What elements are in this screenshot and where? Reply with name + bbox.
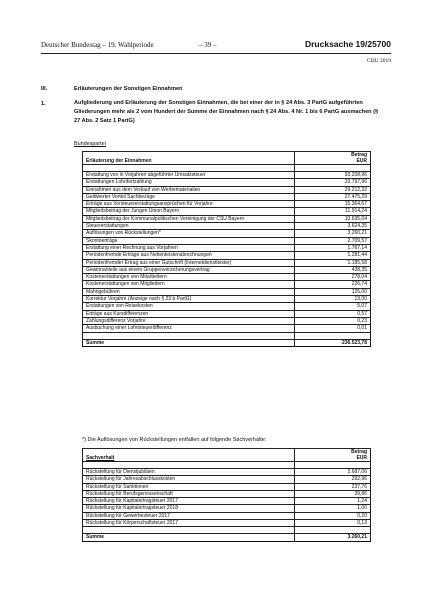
footnote: *) Die Auflösungen von Rückstellungen entfallen auf folgende Sachverhalte: [82,437,267,443]
table-row [83,490,371,497]
row-value: 27.475,29 [295,193,371,200]
table-row [83,469,371,476]
row-value: 29.212,32 [295,186,371,193]
table-row [83,303,371,310]
table-row [83,223,371,230]
table-row [83,208,371,215]
table-row [83,237,371,244]
row-label: Rückstellung für Kapitalertragsteuer 2018 [83,505,295,512]
column-header-description: Erläuterung der Einnahmen [83,152,295,165]
table-row [83,193,371,200]
row-value: 15.364,67 [295,201,371,208]
row-label: Geldwerter Vorteil Sachbezüge [83,193,295,200]
row-label: Kostenerstattungen von Mitgliedern [83,281,295,288]
row-label: Rückstellung für Gewerbesteuer 2017 [83,512,295,519]
row-label: Ausbuchung einer Lohnsteuerdifferenz [83,325,295,332]
table-row [83,512,371,519]
row-value: 0,13 [295,520,371,527]
row-label: Erstattungen von Reisekosten [83,303,295,310]
sum-row [83,534,371,541]
table-row [83,288,371,295]
table-row [83,483,371,490]
row-value: 0,57 [295,310,371,317]
document-number: Drucksache 19/25700 [304,39,391,49]
row-label: Rückstellung für Sanktionen [83,483,295,490]
row-label: Rückstellung für Kapitalertragsteuer 2017 [83,498,295,505]
sub-label: Bundespartei [74,141,106,147]
row-value: 1.185,58 [295,259,371,266]
sum-label: Summe [83,534,295,541]
column-header-amount-label: Betrag [351,152,367,158]
table-row [83,281,371,288]
page-header [41,39,391,53]
table-row [83,186,371,193]
sum-value: 3.260,21 [295,534,371,541]
row-value: 5,07 [295,303,371,310]
column-header-amount [295,152,371,165]
row-label: Steuererstattungen [83,223,295,230]
table-row [83,274,371,281]
spacer-row [83,527,371,534]
row-label: Rückstellung für Dienstjubiläen [83,469,295,476]
row-value: 39,86 [295,490,371,497]
row-label: Kostenerstattungen von Mitarbeitern [83,274,295,281]
table-row [83,266,371,273]
row-value: 2.687,06 [295,469,371,476]
table-header-row [83,152,371,165]
row-value: 11.914,24 [295,208,371,215]
table-row [83,244,371,251]
row-value: 278,04 [295,274,371,281]
table-row [83,498,371,505]
table-row [83,252,371,259]
row-value: 3.260,21 [295,230,371,237]
table-header-row [83,449,371,462]
row-value: 292,96 [295,476,371,483]
row-value: 3.624,35 [295,223,371,230]
row-label: Periodenfremder Ertrag aus einer Gutschrift (Internetdienstleister) [83,259,295,266]
row-label: Rückstellung für Berufsgenossenschaft [83,490,295,497]
table-row [83,325,371,332]
column-header-amount [295,449,371,462]
row-label: Erträge aus Vorsteuererstattungsansprüchen für Vorjahre [83,201,295,208]
column-header-amount-label: Betrag [351,449,367,455]
row-value: 1,24 [295,498,371,505]
page-number: – 39 – [199,41,217,49]
row-value: 33.797,96 [295,179,371,186]
table-row [83,230,371,237]
row-value: 13,00 [295,296,371,303]
row-label: Erstattung einer Rechnung aus Vorjahren [83,244,295,251]
table-row [83,505,371,512]
party-label: CDU 2019 [367,58,391,64]
row-label: Erträge aus Kursdifferenzen [83,310,295,317]
row-label: Mahngebühren [83,288,295,295]
section-number: III. [41,86,48,92]
table-row [83,296,371,303]
row-label: Auflösungen von Rückstellungen* [83,230,295,237]
provisions-table [82,448,371,542]
row-label: Gewinnanteile aus einem Gruppenversicherungsvertrag [83,266,295,273]
item-number: 1. [41,101,46,107]
table-row [83,317,371,324]
spacer-row [83,332,371,339]
row-label: Mitgliedsbeitrag der Kommunalpolitischen Vereinigung der CSU Bayern [83,215,295,222]
row-value: 1.281,44 [295,252,371,259]
row-value: 10.635,04 [295,215,371,222]
row-label: Rückstellung für Jahresabschlusskosten [83,476,295,483]
sum-row [83,339,371,346]
column-header-currency: EUR [356,158,367,164]
sum-label: Summe [83,339,295,346]
section-title: Erläuterungen der Sonstigen Einnahmen [74,86,183,92]
table-row [83,172,371,179]
row-value: 2.709,57 [295,237,371,244]
row-value: 1.767,14 [295,244,371,251]
income-table [82,151,371,347]
table-row [83,520,371,527]
header-left: Deutscher Bundestag – 19. Wahlperiode [41,41,154,49]
row-label: Zahlungsdifferenz Vorjahre [83,317,295,324]
row-value: 125,00 [295,288,371,295]
row-value: 237,76 [295,483,371,490]
row-value: 93.208,96 [295,172,371,179]
row-label: Einnahmen aus dem Verkauf von Werbematerialien [83,186,295,193]
table-row [83,215,371,222]
row-label: Erstattung von in Vorjahren abgeführter Umsatzsteuer [83,172,295,179]
row-value: 0,20 [295,512,371,519]
item-text: Aufgliederung und Erläuterung der Sonstigen Einnahmen, die bei einer der in § 24 Abs. 3 PartG aufgeführten Gliederungen mehr als 2 vom Hundert der Summe der Einnahmen nach § 24 Abs. 4 Nr. 1 bis 6 PartG ausmachen (§ 27 Abs. 2 Satz 1 PartG) [74,100,379,124]
column-header-matter: Sachverhalt [83,449,295,462]
row-label: Mitgliedsbeitrag der Jungen Union Bayern [83,208,295,215]
column-header-currency: EUR [356,455,367,461]
header-divider [41,53,391,54]
table-row [83,201,371,208]
row-value: 0,01 [295,325,371,332]
row-value: 1,00 [295,505,371,512]
table-row [83,476,371,483]
row-value: 0,23 [295,317,371,324]
row-value: 226,74 [295,281,371,288]
row-label: Skontoerträge [83,237,295,244]
row-label: Periodenfremde Erträge aus Nebenkostenabrechnungen [83,252,295,259]
table-row [83,310,371,317]
spacer-row [83,165,371,172]
table-row [83,259,371,266]
spacer-row [83,462,371,469]
row-value: 438,35 [295,266,371,273]
row-label: Rückstellung für Körperschaftsteuer 2017 [83,520,295,527]
provisions-table-body [83,469,371,527]
row-label: Erstattungen Lohnfortzahlung [83,179,295,186]
row-label: Korrektur Vorjahre (Anzeige nach § 23 b PartG) [83,296,295,303]
table-row [83,179,371,186]
sum-value: 236.523,78 [295,339,371,346]
income-table-body [83,172,371,333]
